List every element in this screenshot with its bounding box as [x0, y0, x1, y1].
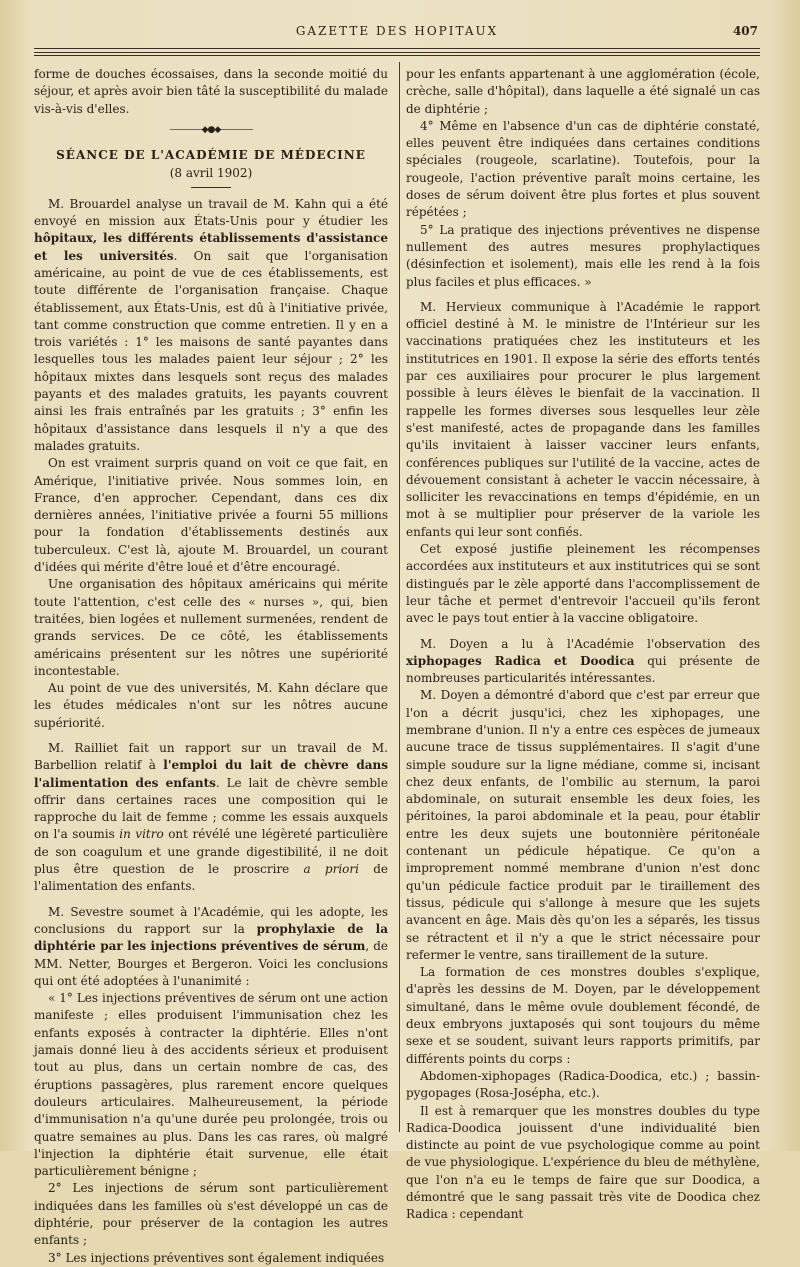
paragraph-universites: Au point de vue des universités, M. Kahn déclare que les études médicales n'ont sur les nôtres aucune supériorité. — [34, 681, 388, 730]
column-divider — [399, 62, 400, 1132]
section-title: SÉANCE DE L'ACADÉMIE DE MÉDECINE — [56, 148, 366, 163]
paragraph-doyen-demontre: M. Doyen a démontré d'abord que c'est par erreur que l'on a décrit jusqu'ici, chez les xiphopages, une membrane d'union. Il n'y a entre ces espèces de jumeaux aucune trace de tissus supplémentaires. Il s'agit d'une simple soudure sur la ligne médiane, comme si, incisant chez deux enfants, de l'ombilic au sternum, la paroi abdominale, on suturait ensemble les deux foies, les péritoines, la paroi abdominale et la peau, pour établir entre les deux sujets une boutonnière péritonéale contenant un pédicule hépatique. Ce qu'on a improprement nommé membrane d'union n'est donc qu'un pédicule factice produit par le tiraillement des tissus, pédicule qui s'allonge à mesure que les sujets avancent en âge. Mais dès qu'on les a séparés, les tissus se rétractent et il n'y a que le strict nécessaire pour refermer le ventre, sans tiraillement de la suture. — [406, 688, 760, 962]
ornament-divider: ————◆●◆———— — [169, 124, 253, 135]
conclusion-4: 4° Même en l'absence d'un cas de diphtérie constaté, elles peuvent être indiquées dans certaines conditions spéciales (rougeole, scarlatine). Toutefois, pour la rougeole, l'action préventive paraît moins certaine, les doses de sérum doivent être plus fortes et plus souvent répétées ; — [406, 118, 760, 220]
paragraph-sevestre: M. Sevestre soumet à l'Académie, qui les adopte, les conclusions du rapport sur la prophylaxie de la diphtérie par les injections préventives de sérum, de MM. Netter, Bourges et Bergeron. Voici les conclusions qui ont été adoptées à l'unanimité : — [34, 904, 389, 988]
paragraph-surpris: On est vraiment surpris quand on voit ce que fait, en Amérique, l'initiative privée. Nous sommes loin, en France, d'en approcher. Cependant, dans ces dix dernières années, l'initiative privée a fourni 55 millions pour la fondation d'établissements destinés aux tuberculeux. C'est là, ajoute M. Brouardel, un courant d'idées qui mérite d'être loué et d'être encouragé. — [34, 456, 388, 575]
header-single-rule — [34, 55, 760, 56]
paragraph-recompenses: Cet exposé justifie pleinement les récompenses accordées aux instituteurs et aux institutrices qui se sont distingués par le zèle apporté dans l'accomplissement de leur tâche et permet d'entrevoir l'accueil qu'ils feront avec le pays tout entier à la vaccine obligatoire. — [406, 542, 760, 626]
conclusion-3-continued: pour les enfants appartenant à une agglomération (école, crèche, salle d'hôpital), dans laquelle a été signalé un cas de diphtérie ; — [406, 67, 760, 116]
opening-paragraph: forme de douches écossaises, dans la seconde moitié du séjour, et après avoir bien tâté la susceptibilité du malade vis-à-vis d'elles. — [34, 67, 388, 116]
paragraph-formation: La formation de ces monstres doubles s'explique, d'après les dessins de M. Doyen, par le développement simultané, dans le même ovule doublement fécondé, de deux embryons juxtaposés qui sont toujours du même sexe et se soudent, suivant leurs rapports primitifs, par différents points du corps : — [406, 965, 760, 1066]
left-column — [34, 66, 388, 1267]
paragraph-hervieux: M. Hervieux communique à l'Académie le rapport officiel destiné à M. le ministre de l'Intérieur sur les vaccinations pratiquées chez les instituteurs et les institutrices en 1901. Il expose la série des efforts tentés par ces auxiliaires pour procurer le plus largement possible à leurs élèves le bienfait de la vaccination. Il rappelle les formes diverses sous lesquelles leur zèle s'est manifesté, actes de propagande dans les familles qu'ils invitaient à laisser vacciner leurs enfants, conférences publiques sur l'utilité de la vaccine, actes de dévouement consistant à acheter le vaccin nécessaire, à solliciter les revaccinations en temps d'épidémie, en un mot à se multiplier pour préserver de la variole les enfants qui leur sont confiés. — [406, 299, 760, 539]
paragraph-types: Abdomen-xiphopages (Radica-Doodica, etc.) ; bassin-pygopages (Rosa-Josépha, etc.). — [406, 1068, 760, 1101]
paragraph-nurses: Une organisation des hôpitaux américains qui mérite toute l'attention, c'est celle des « nurses », qui, bien traitées, bien logées et nullement surmenées, rendent de grands services. De ce côté, les établissements américains présentent sur les nôtres une supériorité incontestable. — [34, 577, 388, 678]
short-rule — [191, 187, 231, 188]
conclusion-5: 5° La pratique des injections préventives ne dispense nullement des autres mesures prophylactiques (désinfection et isolement), mais elle les rend à la fois plus faciles et plus efficaces. » — [406, 222, 760, 289]
paragraph-doyen: M. Doyen a lu à l'Académie l'observation des xiphopages Radica et Doodica qui présente de nombreuses particularités intéressantes. — [406, 636, 761, 686]
paragraph-railliet: M. Railliet fait un rapport sur un travail de M. Barbellion relatif à l'emploi du lait de chèvre dans l'alimentation des enfants. Le lait de chèvre semble offrir dans certaines races une composition qui le rapproche du lait de femme ; comme les essais auxquels on l'a soumis in vitro ont révélé une légèreté particulière de son coagulum et une grande digestibilité, il ne doit plus être question de le proscrire a priori de l'alimentation des enfants. — [34, 740, 388, 894]
paragraph-brouardel: M. Brouardel analyse un travail de M. Kahn qui a été envoyé en mission aux États-Unis pour y étudier les hôpitaux, les différents établissements d'assistance et les universités. On sait que l'organisation américaine, au point de vue de ces établissements, est toute différente de l'organisation française. Chaque établissement, aux États-Unis, est dû à l'initiative privée, tant comme construction que comme entretien. Il y en a trois variétés : 1° les maisons de santé payantes dans lesquelles tous les malades paient leur séjour ; 2° les hôpitaux mixtes dans lesquels sont reçus des malades payants et des malades gratuits, les payants couvrent ainsi les frais entraînés par les gratuits ; 3° enfin les hôpitaux d'assistance dans lesquels il n'y a que des malades gratuits. — [34, 196, 388, 453]
two-column-body — [34, 66, 760, 1267]
right-column — [406, 66, 760, 1267]
section-date: (8 avril 1902) — [169, 166, 253, 181]
page-number: 407 — [732, 24, 758, 38]
paragraph-remarquer: Il est à remarquer que les monstres doubles du type Radica-Doodica jouissent d'une individualité bien distincte au point de vue psychologique comme au point de vue physiologique. L'expérience du bleu de méthylène, que l'on n'a eu le temps de faire que sur Doodica, a démontré que le sang passait très vite de Doodica chez Radica : cependant — [406, 1103, 760, 1222]
header-double-rule — [34, 48, 760, 53]
conclusion-3-start: 3° Les injections préventives sont également indiquées — [48, 1250, 385, 1265]
conclusion-1: « 1° Les injections préventives de sérum ont une action manifeste ; elles produisent l'immunisation chez les enfants exposés à contracter la diphtérie. Elles n'ont jamais donné lieu à des accidents sérieux et produisent tout au plus, dans un certain nombre de cas, des éruptions passagères, plus rarement encore quelques douleurs articulaires. Malheureusement, la période d'immunisation n'a qu'une durée peu prolongée, trois ou quatre semaines au plus. Dans les cas rares, où malgré l'injection la diphtérie était survenue, elle était particulièrement bénigne ; — [34, 991, 388, 1179]
page-header — [34, 24, 760, 46]
conclusion-2: 2° Les injections de sérum sont particulièrement indiquées dans les familles où s'est développé un cas de diphtérie, pour préserver de la contagion les autres enfants ; — [34, 1181, 388, 1248]
journal-title: GAZETTE DES HOPITAUX — [295, 24, 499, 38]
